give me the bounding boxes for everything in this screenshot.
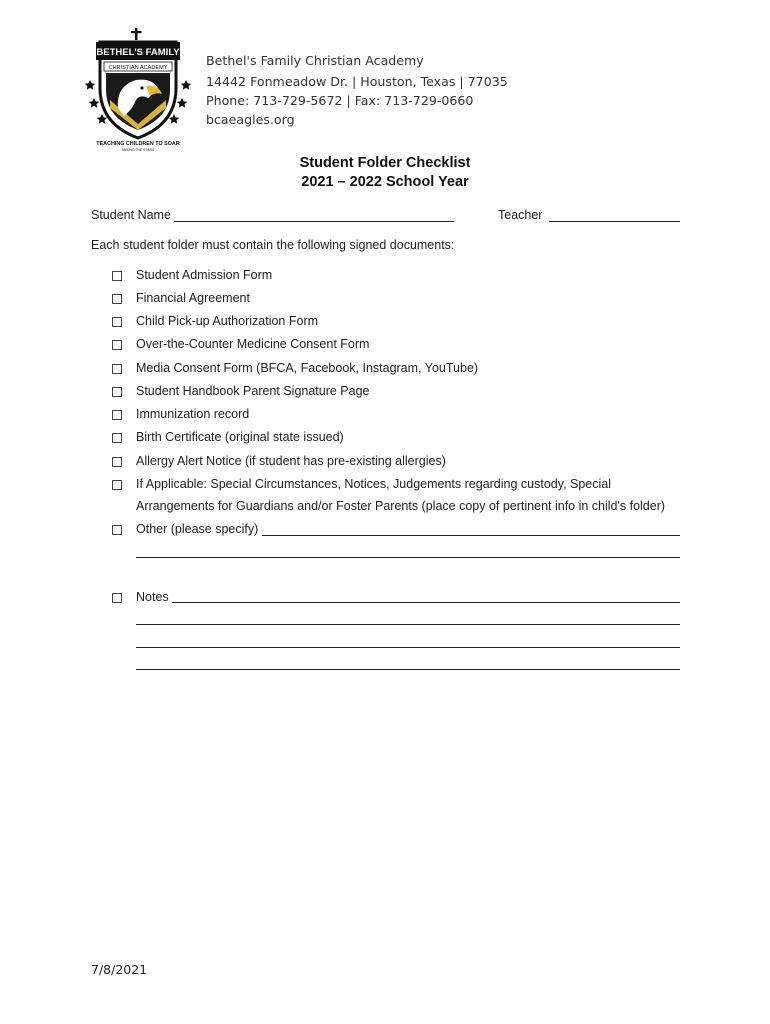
checkbox[interactable] — [112, 294, 122, 304]
notes-line[interactable] — [136, 647, 680, 648]
checkbox[interactable] — [112, 317, 122, 327]
logo-motto: TEACHING CHILDREN TO SOAR — [96, 141, 180, 147]
checkbox[interactable] — [112, 271, 122, 281]
list-item: Financial Agreement — [136, 291, 250, 305]
logo-top-text: BETHEL'S FAMILY — [96, 47, 180, 58]
list-item: Allergy Alert Notice (if student has pre-existing allergies) — [136, 454, 446, 468]
notes-line[interactable] — [172, 602, 680, 603]
checkbox-notes[interactable] — [112, 593, 122, 603]
list-item-continuation: Arrangements for Guardians and/or Foster Parents (place copy of pertinent info in child's folder) — [136, 499, 666, 513]
school-year: 2021 – 2022 School Year — [301, 174, 469, 190]
school-logo — [84, 28, 192, 152]
checkbox[interactable] — [112, 340, 122, 350]
checkbox[interactable] — [112, 480, 122, 490]
org-phone: Phone: 713-729-5672 | Fax: 713-729-0660 — [206, 93, 474, 108]
other-label: Other (please specify) — [136, 522, 259, 536]
teacher-line[interactable] — [549, 221, 680, 222]
notes-line[interactable] — [136, 669, 680, 670]
student-name-label: Student Name — [91, 208, 171, 222]
checkbox[interactable] — [112, 410, 122, 420]
intro-text: Each student folder must contain the following signed documents: — [91, 238, 455, 252]
list-item: Child Pick-up Authorization Form — [136, 314, 319, 328]
checkbox[interactable] — [112, 387, 122, 397]
page-title: Student Folder Checklist — [299, 155, 471, 171]
logo-band-text: CHRISTIAN ACADEMY — [108, 65, 168, 71]
org-address: 14442 Fonmeadow Dr. | Houston, Texas | 77035 — [206, 74, 508, 89]
checkbox[interactable] — [112, 433, 122, 443]
list-item: If Applicable: Special Circumstances, Notices, Judgements regarding custody, Special — [136, 477, 612, 491]
other-line[interactable] — [262, 535, 680, 536]
teacher-label: Teacher — [498, 208, 543, 222]
list-item: Student Handbook Parent Signature Page — [136, 384, 370, 398]
org-website: bcaeagles.org — [206, 112, 295, 127]
other-line[interactable] — [136, 557, 680, 558]
org-name: Bethel's Family Christian Academy — [206, 53, 424, 68]
list-item: Student Admission Form — [136, 268, 273, 282]
student-name-line[interactable] — [174, 221, 454, 222]
list-item: Over-the-Counter Medicine Consent Form — [136, 337, 370, 351]
notes-line[interactable] — [136, 624, 680, 625]
list-item: Immunization record — [136, 407, 250, 421]
checkbox-other[interactable] — [112, 525, 122, 535]
footer-date: 7/8/2021 — [91, 962, 148, 977]
checkbox[interactable] — [112, 364, 122, 374]
list-item: Media Consent Form (BFCA, Facebook, Instagram, YouTube) — [136, 361, 479, 375]
notes-label: Notes — [136, 590, 169, 604]
logo-motto-sub: AMONG THE STARS — [121, 148, 155, 152]
eagle-crest-icon — [96, 28, 180, 138]
checkbox[interactable] — [112, 457, 122, 467]
list-item: Birth Certificate (original state issued) — [136, 430, 344, 444]
